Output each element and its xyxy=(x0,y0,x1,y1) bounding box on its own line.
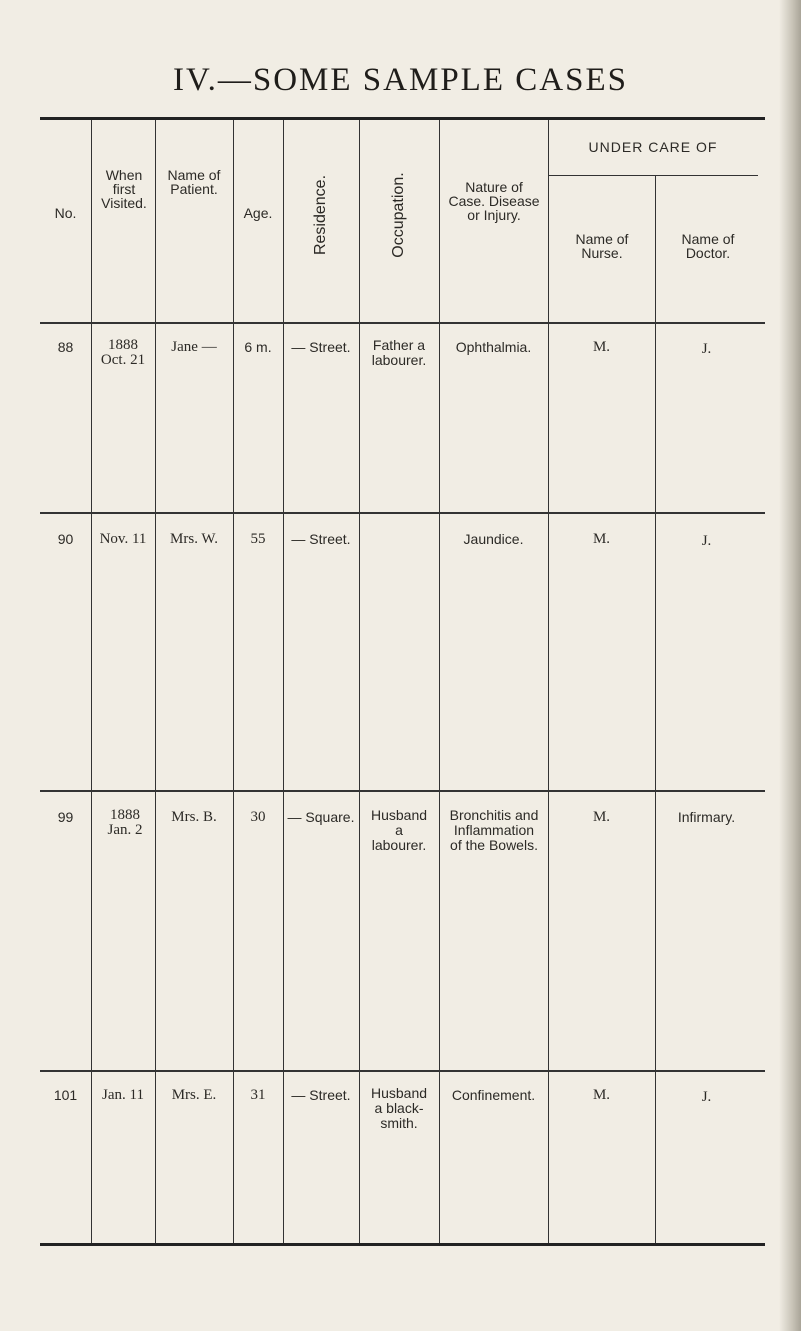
cell-occupation: Husband a black-smith. xyxy=(370,1085,428,1131)
cell-residence: — Street. xyxy=(291,1087,351,1103)
header-nature-of-case: Nature of Case. Disease or Injury. xyxy=(448,179,540,223)
row-rule xyxy=(40,322,765,324)
cell-patient: Mrs. E. xyxy=(171,1087,217,1103)
column-rule xyxy=(91,120,92,1243)
cell-occupation: Father a labourer. xyxy=(371,337,427,368)
cell-age: 6 m. xyxy=(244,339,272,355)
cell-age: 30 xyxy=(250,809,266,825)
header-subrule xyxy=(548,175,758,176)
header-name-of-doctor: Name of Doctor. xyxy=(681,231,735,261)
cases-table xyxy=(40,117,765,1246)
cell-doctor: J. xyxy=(701,341,712,357)
cell-when-visited: Jan. 11 xyxy=(102,1087,144,1103)
header-occupation: Occupation. xyxy=(390,172,407,258)
cell-nurse: M. xyxy=(592,809,611,825)
cell-doctor: J. xyxy=(701,533,712,549)
header-residence: Residence. xyxy=(312,174,329,256)
header-name-of-patient: Name of Patient. xyxy=(167,167,221,197)
column-rule xyxy=(283,120,284,1243)
header-age: Age. xyxy=(243,205,273,221)
cell-residence: — Street. xyxy=(291,339,351,355)
column-rule xyxy=(233,120,234,1243)
cell-nurse: M. xyxy=(592,531,611,547)
row-rule xyxy=(40,1070,765,1072)
cell-patient: Jane — xyxy=(171,339,217,355)
cell-no: 90 xyxy=(57,531,74,547)
header-name-of-nurse: Name of Nurse. xyxy=(575,231,629,261)
cell-no: 88 xyxy=(57,339,74,355)
row-rule xyxy=(40,790,765,792)
cell-when-visited: 1888 Jan. 2 xyxy=(107,807,143,838)
cell-residence: — Square. xyxy=(287,809,355,825)
cell-no: 101 xyxy=(53,1087,78,1103)
cell-when-visited: Nov. 11 xyxy=(99,531,147,547)
cell-nature: Ophthalmia. xyxy=(455,339,532,355)
column-rule xyxy=(548,120,549,1243)
cell-nature: Bronchitis and Inflammation of the Bowels. xyxy=(449,807,539,853)
cell-patient: Mrs. W. xyxy=(170,531,218,547)
column-rule xyxy=(655,175,656,1243)
header-when-visited: When first Visited. xyxy=(101,167,147,211)
cell-no: 99 xyxy=(57,809,74,825)
cell-nurse: M. xyxy=(592,1087,611,1103)
cell-nature: Jaundice. xyxy=(463,531,524,547)
cell-when-visited: 1888 Oct. 21 xyxy=(100,337,146,368)
cell-occupation: Husband a labourer. xyxy=(370,807,428,853)
page-title: IV.—SOME SAMPLE CASES xyxy=(173,62,628,98)
cell-patient: Mrs. B. xyxy=(171,809,217,825)
column-rule xyxy=(359,120,360,1243)
cell-nature: Confinement. xyxy=(451,1087,536,1103)
page-edge-shadow xyxy=(779,0,801,1331)
cell-nurse: M. xyxy=(592,339,611,355)
cell-residence: — Street. xyxy=(291,531,351,547)
row-rule xyxy=(40,512,765,514)
cell-age: 55 xyxy=(250,531,266,547)
header-under-care-of: UNDER CARE OF xyxy=(588,139,718,155)
cell-doctor: J. xyxy=(701,1089,712,1105)
cell-age: 31 xyxy=(250,1087,266,1103)
cell-doctor: Infirmary. xyxy=(677,809,736,825)
column-rule xyxy=(155,120,156,1243)
header-no: No. xyxy=(54,205,77,221)
column-rule xyxy=(439,120,440,1243)
